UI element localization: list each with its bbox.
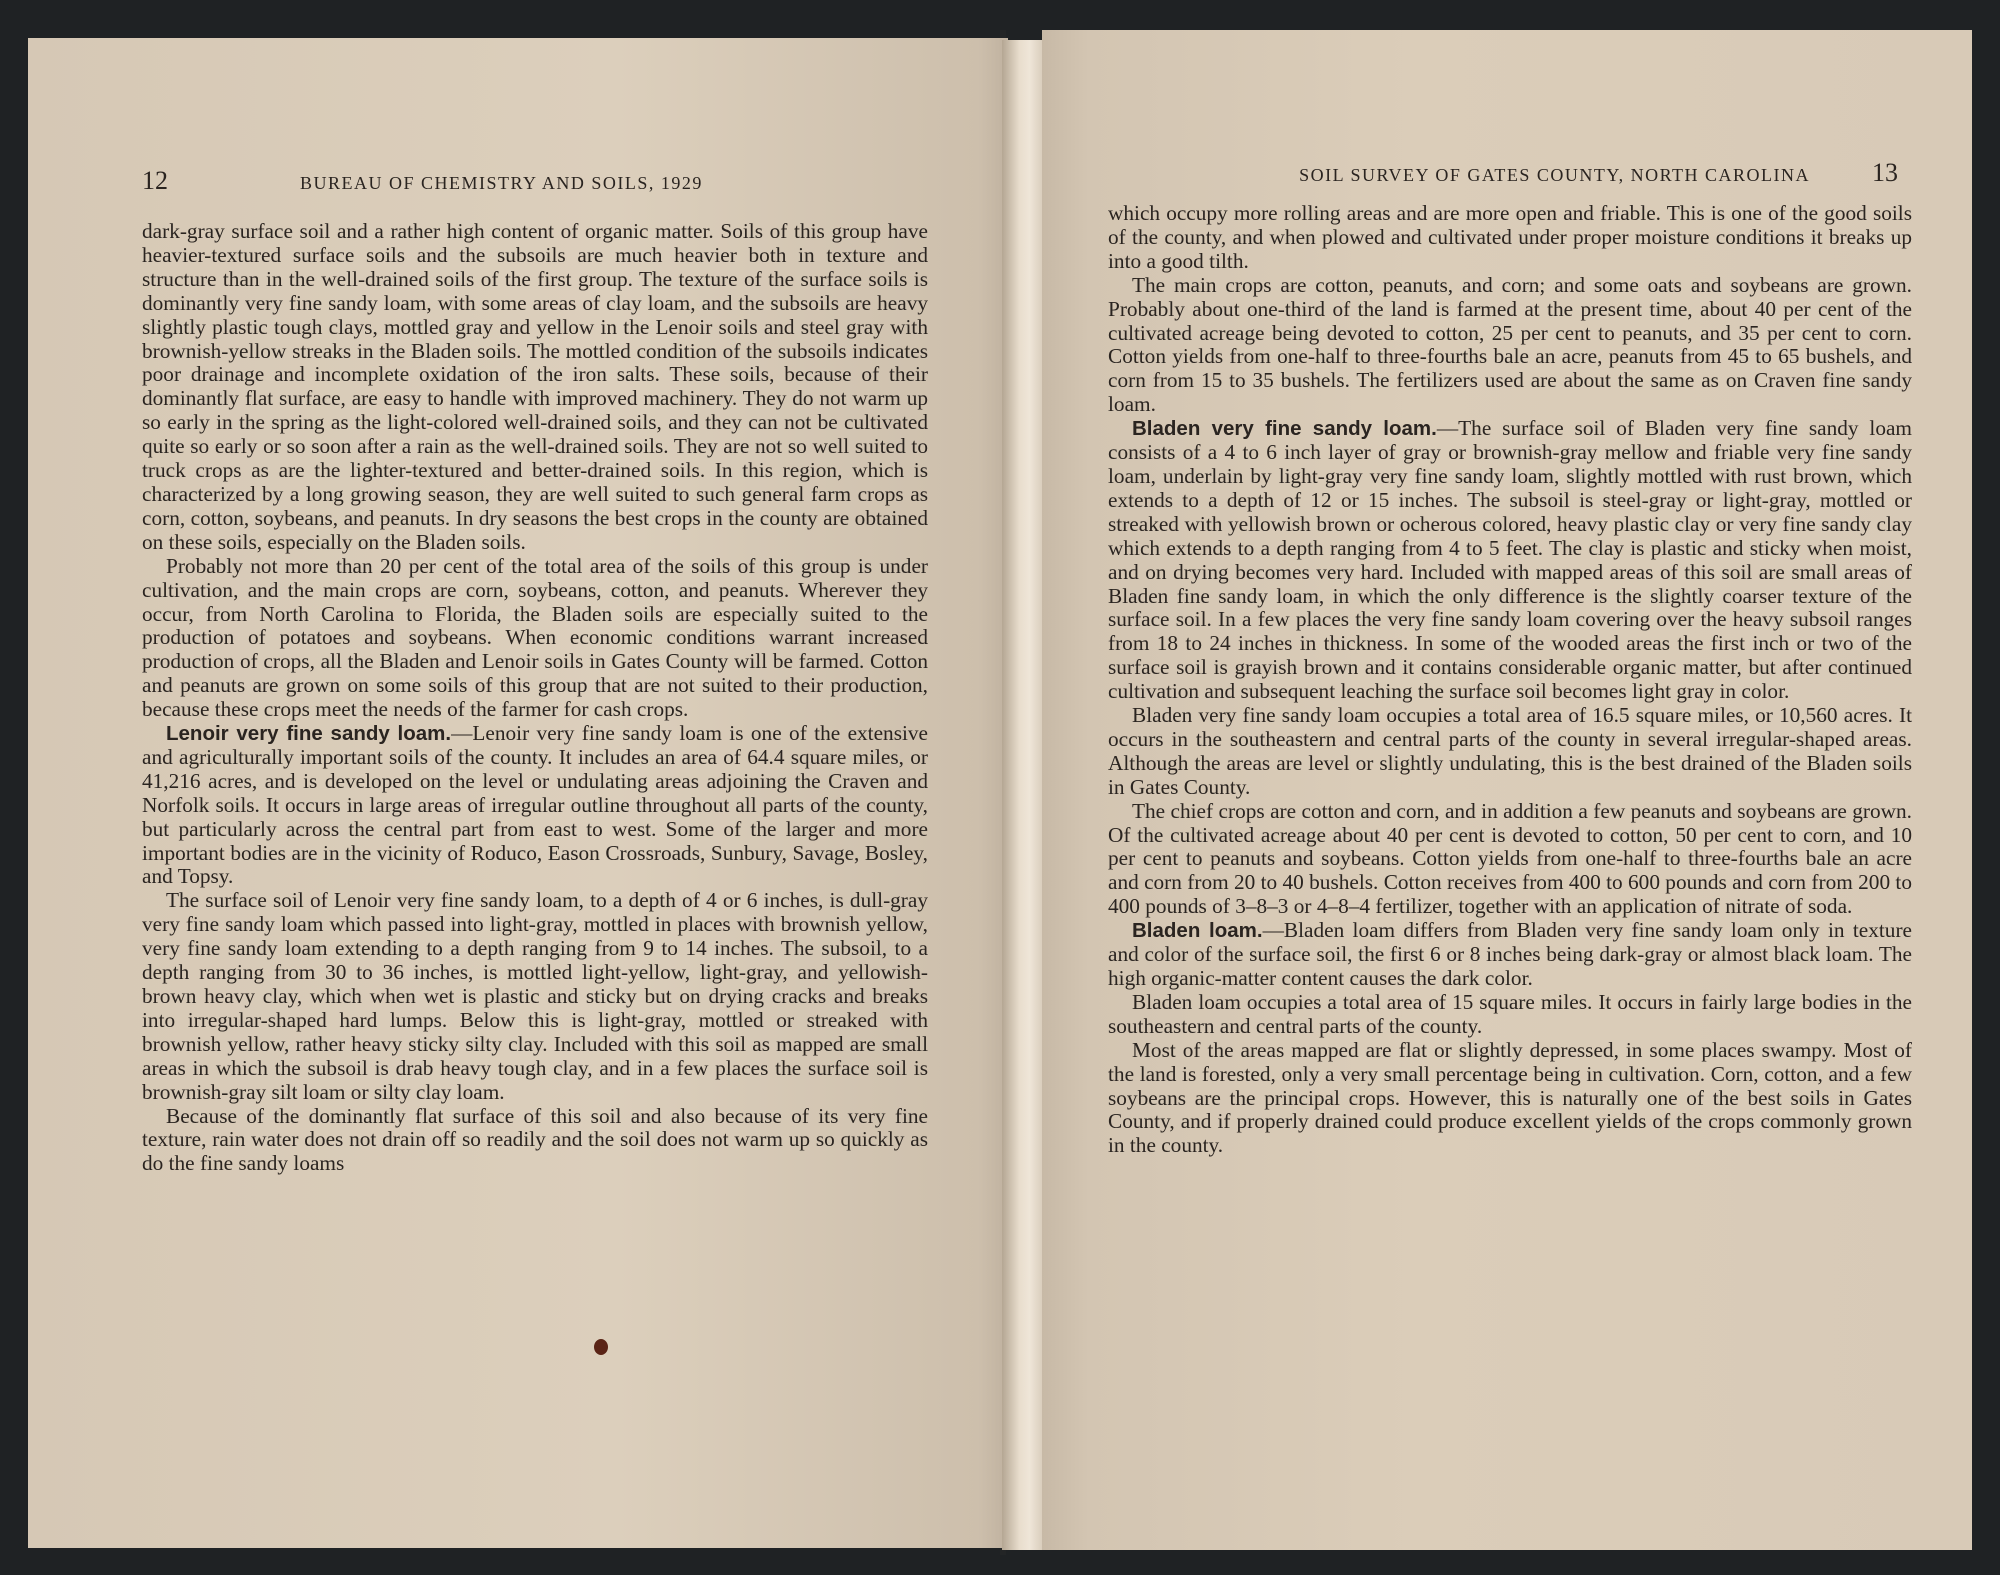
paragraph: dark-gray surface soil and a rather high content of organic matter. Soils of this group have heavier-textured surface soils and the subsoils are much heavier both in texture and structure than in the well-drained soils of the first group. The texture of the surface soils is dominantly very fine sandy loam, with some areas of clay loam, and the subsoils are heavy slightly plastic tough clays, mottled gray and yellow in the Lenoir soils and steel gray with brownish-yellow streaks in the Bladen soils. The mottled condition of the subsoils indicates poor drainage and incomplete oxidation of the iron salts. These soils, because of their dominantly flat surface, are easy to handle with improved machinery. They do not warm up so early in the spring as the light-colored well-drained soils, and they can not be cultivated quite so early or so soon after a rain as the well-drained soils. They are not so well suited to truck crops as are the lighter-textured and better-drained soils. In this region, which is characterized by a long growing season, they are well suited to such general farm crops as corn, cotton, soybeans, and peanuts. In dry seasons the best crops in the county are obtained on these soils, especially on the Bladen soils.	[142, 219, 928, 554]
page-number: 12	[142, 166, 168, 195]
ink-blot	[594, 1339, 608, 1355]
section-heading: Bladen loam.	[1132, 919, 1263, 943]
paragraph: Because of the dominantly flat surface of this soil and also because of its very fine texture, rain water does not drain off so readily and the soil does not warm up so quickly as do the fine sandy loams	[142, 1103, 928, 1176]
paragraph: Bladen very fine sandy loam.—The surface soil of Bladen very fine sandy loam consists of a 4 to 6 inch layer of gray or brownish-gray mellow and friable very fine sandy loam, underlain by light-gray very fine sandy loam, slightly mottled with rust brown, which extends to a depth of 12 or 15 inches. The subsoil is steel-gray or light-gray, mottled or streaked with yellowish brown or ocherous colored, heavy plastic clay or very fine sandy clay which extends to a depth ranging from 4 to 5 feet. The clay is plastic and sticky when moist, and on drying becomes very hard. Included with mapped areas of this soil are small areas of Bladen fine sandy loam, in which the only difference is the slightly coarser texture of the surface soil. In a few places the very fine sandy loam covering over the heavy subsoil ranges from 18 to 24 inches in thickness. In some of the wooded areas the first inch or two of the surface soil is grayish brown and it contains considerable organic matter, but after continued cultivation and subsequent leaching the surface soil becomes light gray in color.	[1108, 416, 1912, 704]
left-page-header	[142, 166, 922, 202]
running-head: BUREAU OF CHEMISTRY AND SOILS, 1929	[300, 173, 703, 193]
paragraph: Probably not more than 20 per cent of the total area of the soils of this group is under cultivation, and the main crops are corn, soybeans, cotton, and peanuts. Wherever they occur, from North Carolina to Florida, the Bladen soils are especially suited to the production of potatoes and soybeans. When economic conditions warrant increased production of crops, all the Bladen and Lenoir soils in Gates County will be farmed. Cotton and peanuts are grown on some soils of this group that are not suited to their production, because these crops meet the needs of the farmer for cash crops.	[142, 553, 928, 722]
paragraph: Bladen loam.—Bladen loam differs from Bladen very fine sandy loam only in texture and color of the surface soil, the first 6 or 8 inches being dark-gray or almost black loam. The high organic-matter content causes the dark color.	[1108, 918, 1913, 990]
paragraph: The chief crops are cotton and corn, and in addition a few peanuts and soybeans are grown. Of the cultivated acreage about 40 per cent is devoted to cotton, 50 per cent to corn, and 10 per cent to peanuts and soybeans. Cotton yields from one-half to three-fourths bale an acre and corn from 20 to 40 bushels. Cotton receives from 400 to 600 pounds and corn from 200 to 400 pounds of 3–8–3 or 4–8–4 fertilizer, together with an application of nitrate of soda.	[1108, 798, 1912, 919]
paragraph: The main crops are cotton, peanuts, and corn; and some oats and soybeans are grown. Probably about one-third of the land is farmed at the present time, about 40 per cent of the cultivated acreage being devoted to cotton, 25 per cent to peanuts, and 35 per cent to corn. Cotton yields from one-half to three-fourths bale an acre, peanuts from 45 to 65 bushels, and corn from 15 to 35 bushels. The fertilizers used are about the same as on Craven fine sandy loam.	[1108, 272, 1912, 417]
section-heading: Lenoir very fine sandy loam.	[166, 722, 452, 746]
right-page-header	[1148, 158, 1898, 194]
paragraph: Lenoir very fine sandy loam.—Lenoir very fine sandy loam is one of the extensive and agriculturally important soils of the county. It includes an area of 64.4 square miles, or 41,216 acres, and is developed on the level or undulating areas adjoining the Craven and Norfolk soils. It occurs in large areas of irregular outline throughout all parts of the county, but particularly across the central part from east to west. Some of the larger and more important bodies are in the vicinity of Roduco, Eason Crossroads, Sunbury, Savage, Bosley, and Topsy.	[142, 721, 928, 889]
paragraph: The surface soil of Lenoir very fine sandy loam, to a depth of 4 or 6 inches, is dull-gray very fine sandy loam which passed into light-gray, mottled in places with brownish yellow, very fine sandy loam extending to a depth ranging from 9 to 14 inches. The subsoil, to a depth ranging from 30 to 36 inches, is mottled light-yellow, light-gray, and yellowish-brown heavy clay, which when wet is plastic and sticky but on drying cracks and breaks into irregular-shaped hard lumps. Below this is light-gray, mottled or streaked with brownish yellow, rather heavy sticky silty clay. Included with this soil as mapped are small areas in which the subsoil is drab heavy tough clay, and in a few places the surface soil is brownish-gray silt loam or silty clay loam.	[142, 888, 928, 1104]
right-page-body	[1108, 202, 1912, 1158]
page-number: 13	[1872, 158, 1898, 187]
paragraph: Bladen very fine sandy loam occupies a total area of 16.5 square miles, or 10,560 acres. It occurs in the southeastern and central parts of the county in several irregular-shaped areas. Although the areas are level or slightly undulating, this is the best drained of the Bladen soils in Gates County.	[1108, 703, 1912, 799]
paragraph: which occupy more rolling areas and are more open and friable. This is one of the good soils of the county, and when plowed and cultivated under proper moisture conditions it breaks up into a good tilth.	[1108, 201, 1912, 273]
right-page	[1042, 30, 1972, 1550]
section-heading: Bladen very fine sandy loam.	[1132, 417, 1437, 441]
paragraph: Bladen loam occupies a total area of 15 square miles. It occurs in fairly large bodies in the southeastern and central parts of the county.	[1108, 989, 1912, 1038]
left-page	[28, 38, 1008, 1548]
paragraph: Most of the areas mapped are flat or slightly depressed, in some places swampy. Most of the land is forested, only a very small percentage being in cultivation. Corn, cotton, and a few soybeans are the principal crops. However, this is naturally one of the best soils in Gates County, and if properly drained could produce excellent yields of the crops commonly grown in the county.	[1108, 1037, 1912, 1158]
left-page-body	[142, 220, 928, 1176]
running-head: SOIL SURVEY OF GATES COUNTY, NORTH CAROLINA	[1299, 165, 1810, 185]
